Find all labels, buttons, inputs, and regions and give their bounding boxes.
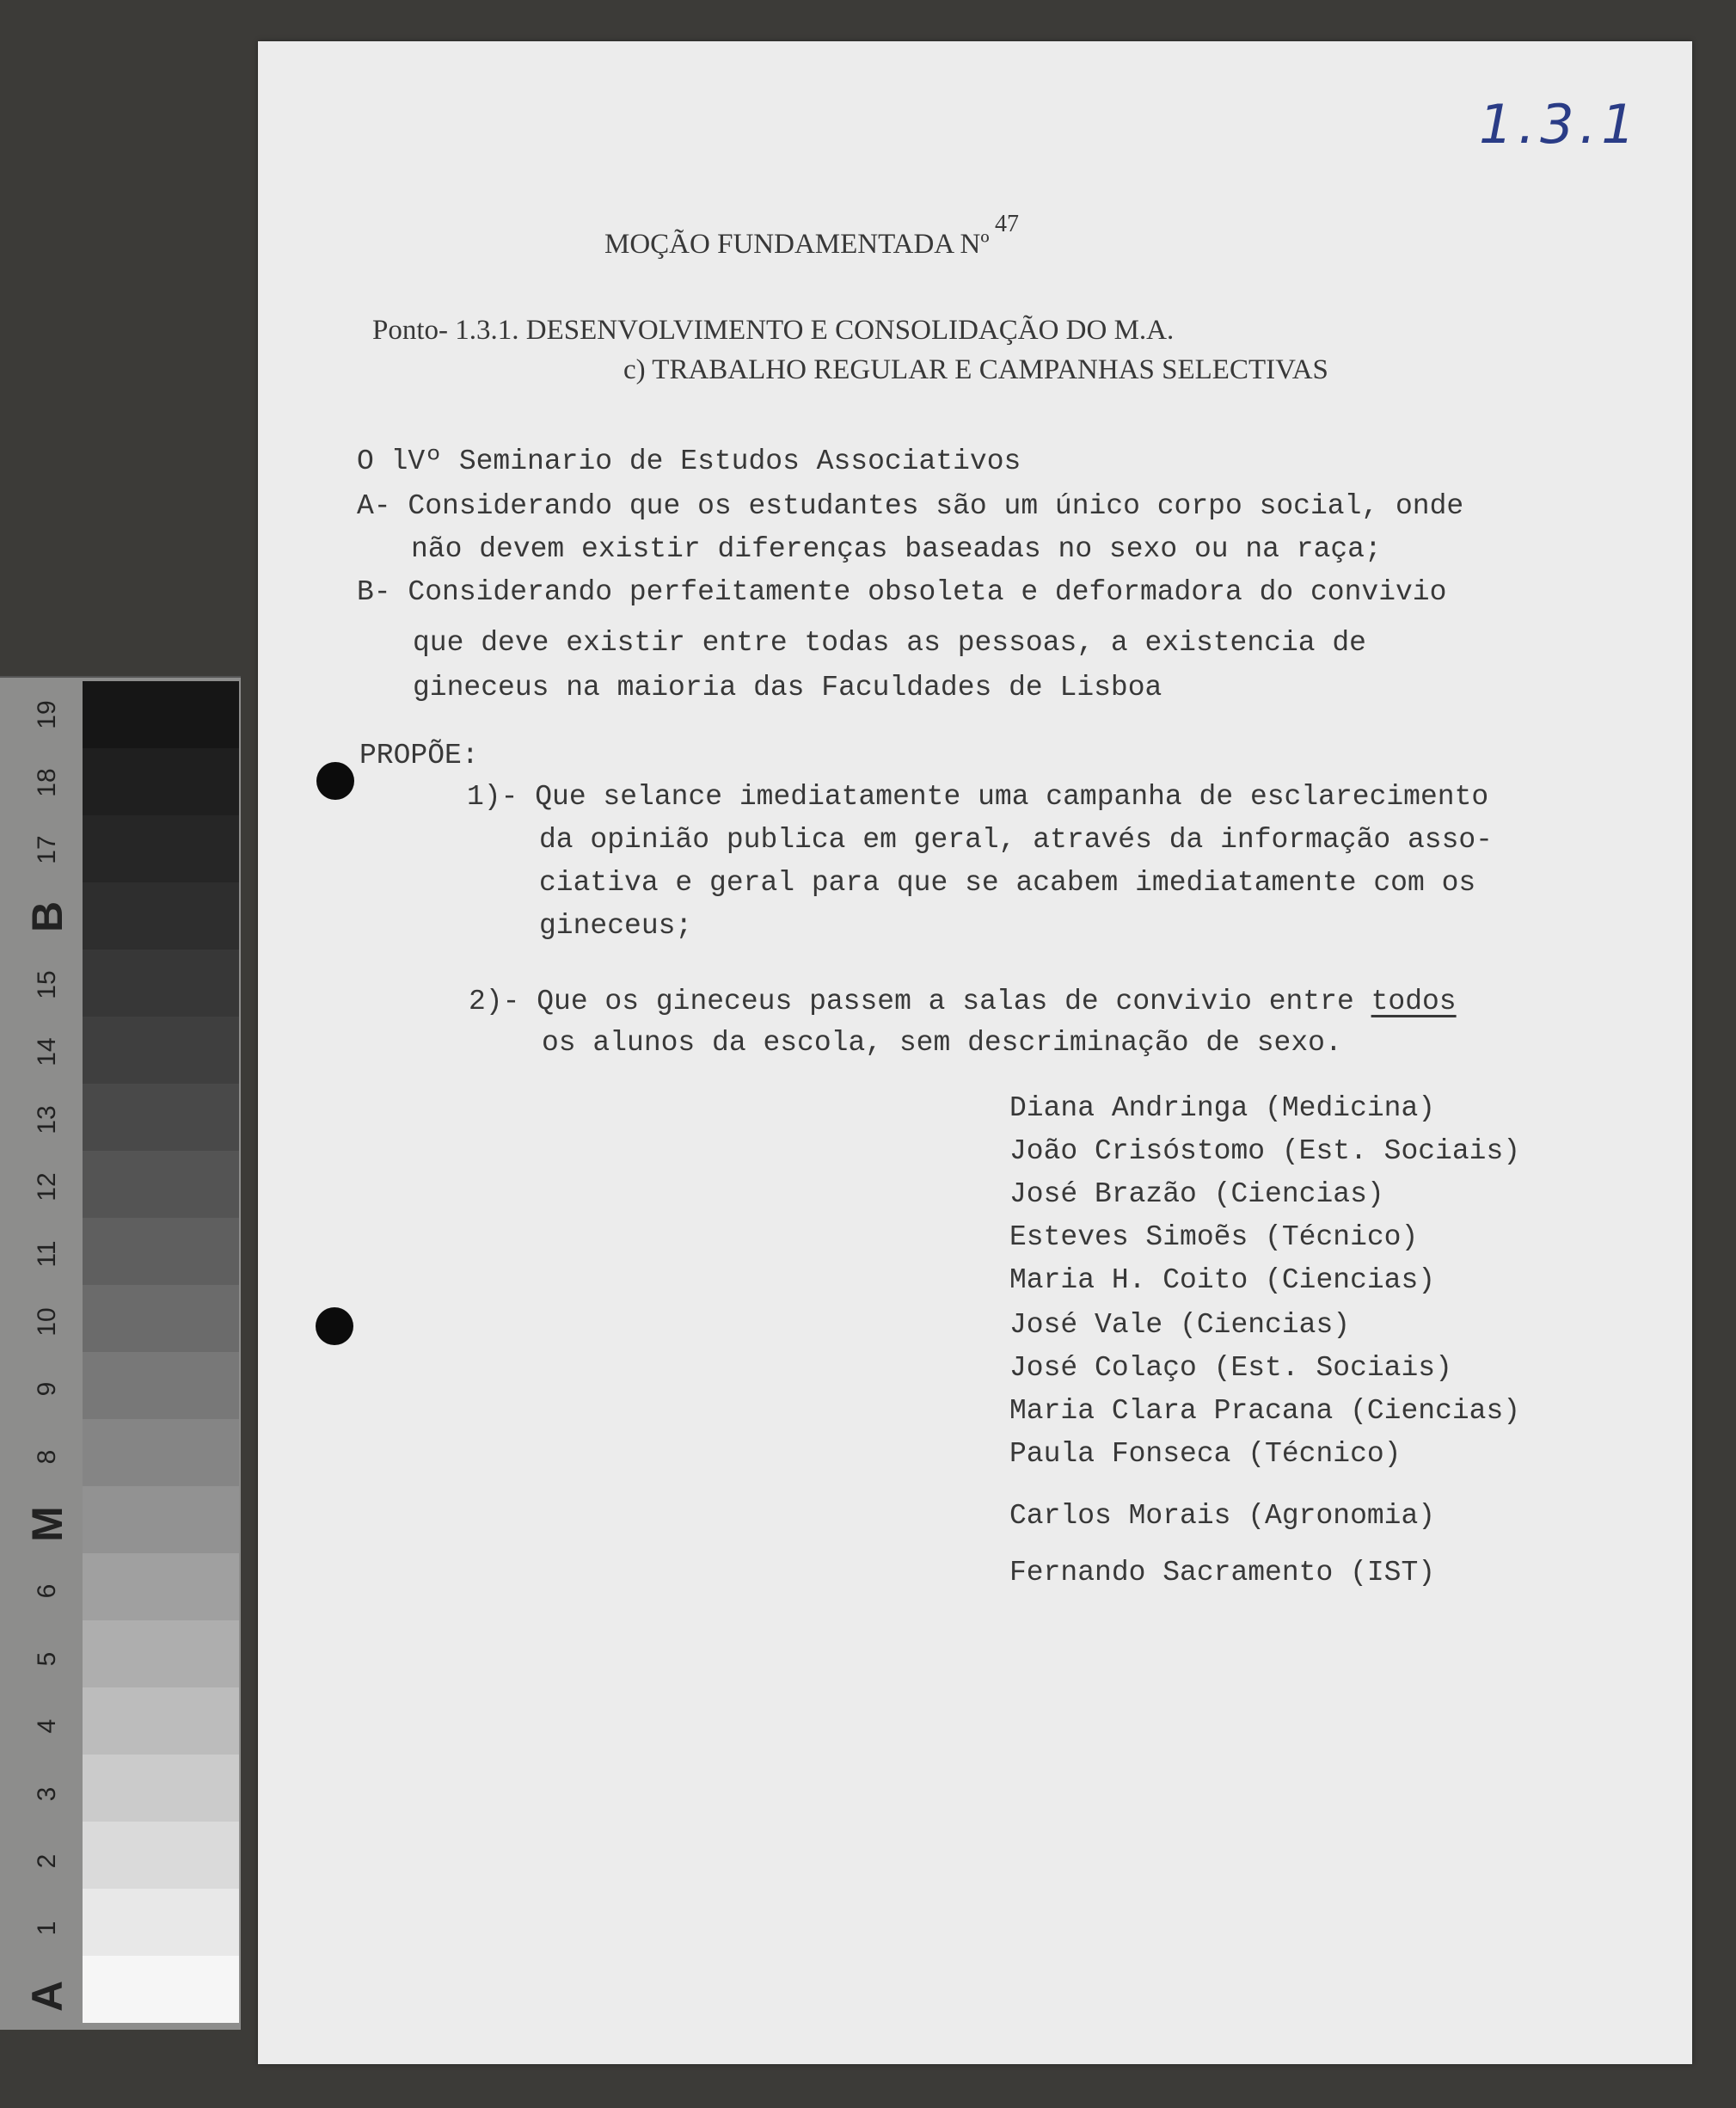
color-card-label: 6 [33,1584,61,1599]
proposal-2-line1 [469,987,1457,1016]
color-card-label: 19 [33,700,61,729]
color-card-swatches [83,681,239,2023]
consideration-a-line2: não devem existir diferenças baseadas no sexo ou na raça; [411,533,1382,565]
color-card-label: 10 [33,1307,61,1337]
color-swatch [83,1352,239,1419]
punch-hole [316,762,354,800]
color-swatch [83,1285,239,1352]
color-swatch [83,1017,239,1084]
document-title: MOÇÃO FUNDAMENTADA Nº [604,229,990,260]
proposal-1-line4: gineceus; [539,910,693,942]
signatory: Carlos Morais (Agronomia) [1009,1500,1436,1532]
signatory: Esteves Simoẽs (Técnico) [1009,1221,1419,1253]
color-card-label: 13 [33,1104,61,1134]
color-card-label: A [23,1980,71,2012]
motion-number: 47 [995,211,1019,237]
color-card-labels [0,678,83,2030]
color-swatch [83,815,239,882]
color-card-label: 8 [33,1449,61,1464]
color-swatch [83,1218,239,1285]
color-card-label: M [23,1506,71,1542]
color-card-label: 1 [33,1921,61,1936]
color-calibration-card [0,676,241,2030]
color-swatch [83,1687,239,1755]
color-swatch [83,1553,239,1620]
consideration-b-continuation: que deve existir entre todas as pessoas, a existencia de gineceus na maioria das Faculdades de Lisboa [413,627,1366,704]
color-swatch [83,1151,239,1218]
seminar-intro: O lVº Seminario de Estudos Associativos [357,446,1021,477]
proposal-1-line2: da opinião publica em geral, através da informação asso- [539,824,1493,856]
color-swatch [83,1620,239,1687]
underlined-word: todos [1371,986,1457,1017]
ponto-heading: Ponto- 1.3.1. DESENVOLVIMENTO E CONSOLIDAÇÃO DO M.A. [372,315,1175,346]
color-card-label: 11 [33,1240,61,1268]
proposal-2-text: 2)- Que os gineceus passem a salas de convivio entre [469,986,1354,1017]
signatory: Fernando Sacramento (IST) [1009,1557,1436,1589]
signatory: José Colaço (Est. Sociais) [1009,1352,1452,1384]
color-swatch [83,1755,239,1822]
color-swatch [83,681,239,748]
color-card-label: 15 [33,970,61,999]
color-swatch [83,950,239,1017]
proposal-2-line2: os alunos da escola, sem descriminação de sexo. [542,1027,1342,1059]
color-card-label: 12 [33,1172,61,1201]
color-swatch [83,1419,239,1486]
color-swatch [83,1084,239,1151]
color-card-label: 9 [33,1381,61,1397]
color-swatch [83,1956,239,2023]
color-card-label: 5 [33,1651,61,1667]
color-swatch [83,1822,239,1889]
proposes-label: PROPÕE: [359,740,479,771]
proposal-1-line3: ciativa e geral para que se acabem imediatamente com os [539,867,1476,899]
color-swatch [83,1486,239,1553]
color-card-label: 4 [33,1718,61,1734]
color-card-label: 3 [33,1786,61,1801]
signatory: Paula Fonseca (Técnico) [1009,1438,1402,1470]
color-card-label: 14 [33,1037,61,1066]
punch-hole [316,1307,353,1345]
signatory: Diana Andringa (Medicina) [1009,1092,1436,1124]
consideration-b-line1: B- Considerando perfeitamente obsoleta e deformadora do convivio [357,576,1447,608]
ponto-subheading: c) TRABALHO REGULAR E CAMPANHAS SELECTIVAS [623,354,1328,385]
signatory: Maria H. Coito (Ciencias) [1009,1264,1436,1296]
handwritten-reference: 1.3.1 [1479,93,1641,156]
color-swatch [83,1889,239,1956]
signatory: Maria Clara Pracana (Ciencias) [1009,1395,1521,1427]
color-card-label: 2 [33,1853,61,1869]
color-card-label: B [23,901,71,933]
color-card-label: 17 [33,835,61,864]
color-card-label: 18 [33,767,61,797]
proposal-1-line1: 1)- Que selance imediatamente uma campanha de esclarecimento [467,781,1489,813]
color-swatch [83,748,239,815]
signatory: José Vale (Ciencias) [1009,1309,1351,1341]
consideration-a-line1: A- Considerando que os estudantes são um único corpo social, onde [357,490,1464,522]
color-swatch [83,882,239,950]
signatory: José Brazão (Ciencias) [1009,1178,1384,1210]
signatory: João Crisóstomo (Est. Sociais) [1009,1135,1521,1167]
